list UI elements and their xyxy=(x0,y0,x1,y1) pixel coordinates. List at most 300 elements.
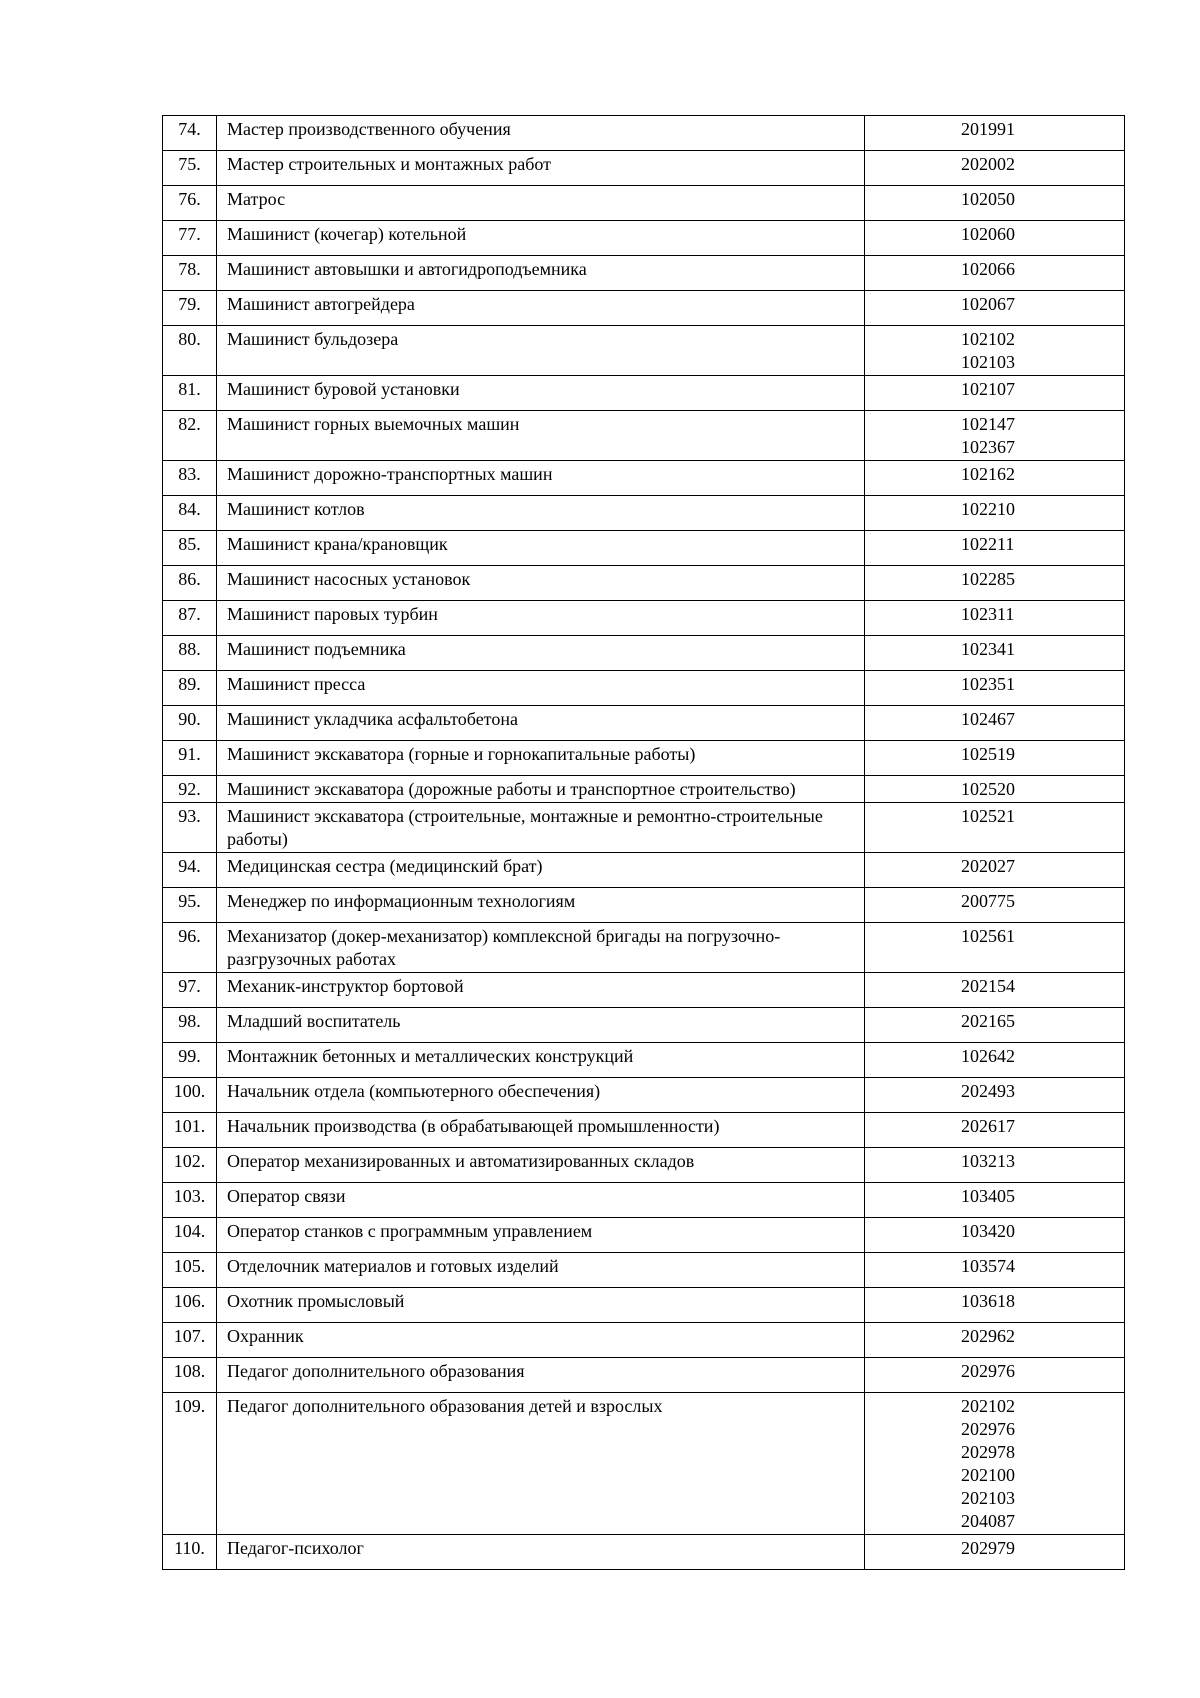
profession-code: 202978 xyxy=(961,1442,1015,1462)
profession-code-cell xyxy=(865,1358,1125,1393)
row-number: 97. xyxy=(178,976,201,996)
profession-code-cell xyxy=(865,151,1125,186)
profession-code-list xyxy=(961,186,1116,220)
profession-code-list xyxy=(961,151,1116,185)
profession-name-cell xyxy=(217,803,865,853)
profession-code: 102351 xyxy=(961,674,1015,694)
profession-name-cell xyxy=(217,1113,865,1148)
table-row xyxy=(163,566,1125,601)
profession-code: 200775 xyxy=(961,891,1015,911)
row-number-cell xyxy=(163,973,217,1008)
table-row xyxy=(163,671,1125,706)
row-number-cell xyxy=(163,1323,217,1358)
table-row xyxy=(163,291,1125,326)
profession-code: 102519 xyxy=(961,744,1015,764)
profession-name: Мастер производственного обучения xyxy=(227,119,511,139)
row-number-cell xyxy=(163,116,217,151)
row-number: 81. xyxy=(178,379,201,399)
profession-name: Мастер строительных и монтажных работ xyxy=(227,154,551,174)
profession-name: Оператор станков с программным управлением xyxy=(227,1221,593,1241)
profession-code: 103420 xyxy=(961,1221,1015,1241)
profession-name-cell xyxy=(217,636,865,671)
table-row xyxy=(163,1535,1125,1570)
table-row xyxy=(163,636,1125,671)
table-row xyxy=(163,116,1125,151)
profession-code: 202103 xyxy=(961,1488,1015,1508)
profession-name: Механик-инструктор бортовой xyxy=(227,976,464,996)
profession-code-cell xyxy=(865,973,1125,1008)
row-number: 99. xyxy=(178,1046,201,1066)
profession-code-list xyxy=(961,1358,1116,1392)
row-number: 82. xyxy=(178,414,201,434)
row-number-cell xyxy=(163,1008,217,1043)
profession-name: Машинист экскаватора (горные и горнокапитальные работы) xyxy=(227,744,696,764)
table-row xyxy=(163,776,1125,803)
profession-code-cell xyxy=(865,1008,1125,1043)
table-row xyxy=(163,326,1125,376)
table-row xyxy=(163,1358,1125,1393)
profession-name-cell xyxy=(217,1008,865,1043)
profession-name: Педагог дополнительного образования детей и взрослых xyxy=(227,1396,663,1416)
profession-code-cell xyxy=(865,1535,1125,1570)
profession-name: Машинист подъемника xyxy=(227,639,406,659)
table-row xyxy=(163,1253,1125,1288)
profession-name-cell xyxy=(217,1393,865,1535)
row-number: 75. xyxy=(178,154,201,174)
row-number-cell xyxy=(163,1288,217,1323)
profession-name-cell xyxy=(217,1043,865,1078)
profession-code: 202617 xyxy=(961,1116,1015,1136)
profession-code: 102050 xyxy=(961,189,1015,209)
profession-code: 103618 xyxy=(961,1291,1015,1311)
row-number: 88. xyxy=(178,639,201,659)
profession-code-list xyxy=(961,1008,1116,1042)
profession-code-cell xyxy=(865,853,1125,888)
row-number: 98. xyxy=(178,1011,201,1031)
profession-code: 202493 xyxy=(961,1081,1015,1101)
row-number: 83. xyxy=(178,464,201,484)
row-number-cell xyxy=(163,531,217,566)
row-number: 94. xyxy=(178,856,201,876)
profession-name: Механизатор (докер-механизатор) комплексной бригады на погрузочно-разгрузочных работах xyxy=(227,926,781,969)
table-row xyxy=(163,1288,1125,1323)
profession-code-cell xyxy=(865,376,1125,411)
profession-code: 102102 xyxy=(961,329,1015,349)
row-number-cell xyxy=(163,1113,217,1148)
profession-code-list xyxy=(961,116,1116,150)
profession-name: Менеджер по информационным технологиям xyxy=(227,891,576,911)
profession-code: 202962 xyxy=(961,1326,1015,1346)
profession-code: 102162 xyxy=(961,464,1015,484)
profession-code-cell xyxy=(865,923,1125,973)
profession-code: 102060 xyxy=(961,224,1015,244)
table-row xyxy=(163,411,1125,461)
table-row xyxy=(163,496,1125,531)
profession-name-cell xyxy=(217,776,865,803)
row-number: 102. xyxy=(173,1151,206,1171)
profession-code: 202002 xyxy=(961,154,1015,174)
row-number: 74. xyxy=(178,119,201,139)
profession-code-list xyxy=(961,741,1116,775)
profession-code-list xyxy=(961,531,1116,565)
profession-name: Машинист экскаватора (дорожные работы и транспортное строительство) xyxy=(227,779,796,799)
profession-code-list xyxy=(961,1288,1116,1322)
profession-code: 102211 xyxy=(961,534,1015,554)
profession-name-cell xyxy=(217,151,865,186)
profession-name: Машинист горных выемочных машин xyxy=(227,414,520,434)
profession-code-cell xyxy=(865,221,1125,256)
profession-code-cell xyxy=(865,636,1125,671)
profession-name-cell xyxy=(217,1218,865,1253)
profession-code: 102521 xyxy=(961,806,1015,826)
profession-code-cell xyxy=(865,291,1125,326)
profession-code: 102467 xyxy=(961,709,1015,729)
row-number-cell xyxy=(163,221,217,256)
profession-code-cell xyxy=(865,116,1125,151)
profession-name-cell xyxy=(217,741,865,776)
profession-name-cell xyxy=(217,566,865,601)
profession-code-list xyxy=(961,888,1116,922)
row-number: 79. xyxy=(178,294,201,314)
row-number-cell xyxy=(163,1218,217,1253)
profession-code-cell xyxy=(865,1113,1125,1148)
profession-name-cell xyxy=(217,1253,865,1288)
profession-code-cell xyxy=(865,1078,1125,1113)
row-number: 109. xyxy=(173,1396,206,1416)
table-row xyxy=(163,853,1125,888)
professions-table-body xyxy=(163,116,1125,1570)
table-row xyxy=(163,888,1125,923)
profession-name-cell xyxy=(217,376,865,411)
profession-code-cell xyxy=(865,1323,1125,1358)
profession-name: Машинист укладчика асфальтобетона xyxy=(227,709,518,729)
row-number-cell xyxy=(163,1043,217,1078)
profession-code-list xyxy=(961,1535,1116,1569)
profession-name-cell xyxy=(217,531,865,566)
profession-name-cell xyxy=(217,853,865,888)
row-number-cell xyxy=(163,256,217,291)
table-row xyxy=(163,151,1125,186)
row-number: 107. xyxy=(173,1326,206,1346)
profession-code: 102561 xyxy=(961,926,1015,946)
row-number-cell xyxy=(163,776,217,803)
profession-code: 202102 xyxy=(961,1396,1015,1416)
profession-name: Оператор связи xyxy=(227,1186,346,1206)
profession-code-list xyxy=(961,1078,1116,1112)
row-number-cell xyxy=(163,671,217,706)
row-number: 96. xyxy=(178,926,201,946)
profession-code: 202027 xyxy=(961,856,1015,876)
row-number: 101. xyxy=(173,1116,206,1136)
row-number-cell xyxy=(163,291,217,326)
row-number-cell xyxy=(163,923,217,973)
profession-name: Охотник промысловый xyxy=(227,1291,405,1311)
profession-code-list xyxy=(961,1148,1116,1182)
profession-name-cell xyxy=(217,1148,865,1183)
profession-code: 103405 xyxy=(961,1186,1015,1206)
row-number-cell xyxy=(163,1393,217,1535)
profession-code-list xyxy=(961,803,1116,829)
profession-code-cell xyxy=(865,671,1125,706)
profession-code-cell xyxy=(865,1288,1125,1323)
table-row xyxy=(163,221,1125,256)
table-row xyxy=(163,1043,1125,1078)
profession-code-list xyxy=(961,566,1116,600)
profession-name-cell xyxy=(217,706,865,741)
table-row xyxy=(163,256,1125,291)
profession-code-list xyxy=(961,326,1116,375)
profession-name-cell xyxy=(217,1183,865,1218)
profession-name: Педагог дополнительного образования xyxy=(227,1361,525,1381)
row-number: 86. xyxy=(178,569,201,589)
row-number: 89. xyxy=(178,674,201,694)
profession-name-cell xyxy=(217,1358,865,1393)
profession-code-list xyxy=(961,601,1116,635)
profession-code: 202976 xyxy=(961,1419,1015,1439)
table-row xyxy=(163,1008,1125,1043)
profession-code-cell xyxy=(865,741,1125,776)
profession-code: 102341 xyxy=(961,639,1015,659)
profession-code: 102210 xyxy=(961,499,1015,519)
profession-code-cell xyxy=(865,1043,1125,1078)
profession-code: 202976 xyxy=(961,1361,1015,1381)
table-row xyxy=(163,1218,1125,1253)
row-number: 106. xyxy=(173,1291,206,1311)
profession-code-cell xyxy=(865,186,1125,221)
profession-name-cell xyxy=(217,326,865,376)
profession-name: Начальник производства (в обрабатывающей промышленности) xyxy=(227,1116,720,1136)
profession-code: 102311 xyxy=(961,604,1015,624)
profession-name: Охранник xyxy=(227,1326,304,1346)
row-number: 110. xyxy=(174,1538,205,1558)
profession-name: Медицинская сестра (медицинский брат) xyxy=(227,856,543,876)
profession-code-cell xyxy=(865,326,1125,376)
profession-name: Начальник отдела (компьютерного обеспечения) xyxy=(227,1081,601,1101)
profession-code-cell xyxy=(865,776,1125,803)
profession-code: 102107 xyxy=(961,379,1015,399)
row-number-cell xyxy=(163,496,217,531)
profession-code-cell xyxy=(865,706,1125,741)
table-row xyxy=(163,973,1125,1008)
profession-code-cell xyxy=(865,1218,1125,1253)
profession-name-cell xyxy=(217,186,865,221)
table-row xyxy=(163,1183,1125,1218)
profession-code: 202100 xyxy=(961,1465,1015,1485)
row-number-cell xyxy=(163,326,217,376)
profession-name: Машинист насосных установок xyxy=(227,569,471,589)
profession-code: 102367 xyxy=(961,437,1015,457)
row-number-cell xyxy=(163,1535,217,1570)
profession-name: Машинист автогрейдера xyxy=(227,294,415,314)
profession-code-cell xyxy=(865,531,1125,566)
profession-code-cell xyxy=(865,496,1125,531)
profession-name-cell xyxy=(217,671,865,706)
profession-name: Матрос xyxy=(227,189,286,209)
profession-name-cell xyxy=(217,116,865,151)
profession-code-cell xyxy=(865,1393,1125,1535)
row-number-cell xyxy=(163,376,217,411)
profession-code: 202154 xyxy=(961,976,1015,996)
profession-code: 102103 xyxy=(961,352,1015,372)
table-row xyxy=(163,706,1125,741)
profession-code-list xyxy=(961,1253,1116,1287)
profession-code: 204087 xyxy=(961,1511,1015,1531)
row-number: 78. xyxy=(178,259,201,279)
table-row xyxy=(163,803,1125,853)
profession-name: Отделочник материалов и готовых изделий xyxy=(227,1256,559,1276)
profession-code-cell xyxy=(865,803,1125,853)
row-number: 85. xyxy=(178,534,201,554)
profession-name: Машинист котлов xyxy=(227,499,365,519)
row-number: 93. xyxy=(178,806,201,826)
profession-name: Машинист экскаватора (строительные, монтажные и ремонтно-строительные работы) xyxy=(227,806,823,849)
row-number-cell xyxy=(163,853,217,888)
row-number-cell xyxy=(163,706,217,741)
row-number-cell xyxy=(163,741,217,776)
row-number-cell xyxy=(163,1183,217,1218)
profession-code-list xyxy=(961,1043,1116,1077)
row-number-cell xyxy=(163,186,217,221)
profession-code: 103213 xyxy=(961,1151,1015,1171)
row-number-cell xyxy=(163,566,217,601)
profession-code-cell xyxy=(865,888,1125,923)
row-number: 104. xyxy=(173,1221,206,1241)
table-row xyxy=(163,376,1125,411)
profession-code-list xyxy=(961,636,1116,670)
profession-code: 102520 xyxy=(961,779,1015,799)
profession-name-cell xyxy=(217,221,865,256)
row-number: 95. xyxy=(178,891,201,911)
row-number: 87. xyxy=(178,604,201,624)
table-row xyxy=(163,1323,1125,1358)
profession-code-list xyxy=(961,1323,1116,1357)
profession-code-list xyxy=(961,1218,1116,1252)
table-row xyxy=(163,1113,1125,1148)
profession-name-cell xyxy=(217,601,865,636)
profession-code-cell xyxy=(865,566,1125,601)
row-number: 77. xyxy=(178,224,201,244)
profession-name: Младший воспитатель xyxy=(227,1011,401,1031)
profession-name: Оператор механизированных и автоматизированных складов xyxy=(227,1151,695,1171)
profession-name: Машинист пресса xyxy=(227,674,366,694)
profession-name: Машинист автовышки и автогидроподъемника xyxy=(227,259,587,279)
table-row xyxy=(163,741,1125,776)
row-number-cell xyxy=(163,636,217,671)
profession-code: 102642 xyxy=(961,1046,1015,1066)
profession-name-cell xyxy=(217,291,865,326)
profession-name-cell xyxy=(217,461,865,496)
row-number: 92. xyxy=(178,779,201,799)
row-number-cell xyxy=(163,151,217,186)
table-row xyxy=(163,1078,1125,1113)
profession-code-list xyxy=(961,671,1116,705)
profession-name-cell xyxy=(217,973,865,1008)
profession-name-cell xyxy=(217,256,865,291)
profession-name: Машинист крана/крановщик xyxy=(227,534,448,554)
profession-code: 103574 xyxy=(961,1256,1015,1276)
profession-code-list xyxy=(961,256,1116,290)
profession-name: Машинист буровой установки xyxy=(227,379,460,399)
profession-code-list xyxy=(961,973,1116,1007)
profession-name-cell xyxy=(217,411,865,461)
profession-name-cell xyxy=(217,496,865,531)
profession-code: 202979 xyxy=(961,1538,1015,1558)
profession-code-list xyxy=(961,1183,1116,1217)
row-number: 84. xyxy=(178,499,201,519)
row-number-cell xyxy=(163,803,217,853)
row-number-cell xyxy=(163,411,217,461)
profession-code: 102066 xyxy=(961,259,1015,279)
profession-name-cell xyxy=(217,888,865,923)
profession-code-cell xyxy=(865,1148,1125,1183)
profession-name-cell xyxy=(217,1078,865,1113)
profession-code-list xyxy=(961,853,1116,887)
profession-code-list xyxy=(961,706,1116,740)
profession-code-list xyxy=(961,496,1116,530)
profession-code: 102147 xyxy=(961,414,1015,434)
profession-name: Машинист дорожно-транспортных машин xyxy=(227,464,553,484)
profession-name-cell xyxy=(217,1288,865,1323)
row-number: 108. xyxy=(173,1361,206,1381)
professions-table xyxy=(162,115,1125,1570)
row-number: 105. xyxy=(173,1256,206,1276)
profession-code: 102285 xyxy=(961,569,1015,589)
profession-code-list xyxy=(961,461,1116,495)
row-number-cell xyxy=(163,1253,217,1288)
row-number: 100. xyxy=(173,1081,206,1101)
profession-code-cell xyxy=(865,411,1125,461)
row-number: 90. xyxy=(178,709,201,729)
profession-name: Монтажник бетонных и металлических конструкций xyxy=(227,1046,634,1066)
profession-code-cell xyxy=(865,1183,1125,1218)
table-row xyxy=(163,923,1125,973)
profession-name: Педагог-психолог xyxy=(227,1538,364,1558)
profession-name: Машинист бульдозера xyxy=(227,329,399,349)
profession-name-cell xyxy=(217,1323,865,1358)
table-row xyxy=(163,1148,1125,1183)
table-row xyxy=(163,1393,1125,1535)
table-row xyxy=(163,531,1125,566)
table-row xyxy=(163,461,1125,496)
profession-name: Машинист (кочегар) котельной xyxy=(227,224,467,244)
row-number-cell xyxy=(163,601,217,636)
profession-code-list xyxy=(961,291,1116,325)
row-number: 103. xyxy=(173,1186,206,1206)
profession-code-list xyxy=(961,376,1116,410)
row-number-cell xyxy=(163,1148,217,1183)
row-number: 91. xyxy=(178,744,201,764)
profession-name-cell xyxy=(217,1535,865,1570)
profession-code-list xyxy=(961,776,1116,802)
profession-code-list xyxy=(961,1113,1116,1147)
profession-name: Машинист паровых турбин xyxy=(227,604,438,624)
profession-code-cell xyxy=(865,461,1125,496)
profession-code: 202165 xyxy=(961,1011,1015,1031)
profession-name-cell xyxy=(217,923,865,973)
profession-code-cell xyxy=(865,256,1125,291)
row-number: 76. xyxy=(178,189,201,209)
row-number: 80. xyxy=(178,329,201,349)
row-number-cell xyxy=(163,1358,217,1393)
table-row xyxy=(163,601,1125,636)
row-number-cell xyxy=(163,461,217,496)
profession-code-list xyxy=(961,221,1116,255)
row-number-cell xyxy=(163,1078,217,1113)
profession-code: 102067 xyxy=(961,294,1015,314)
row-number-cell xyxy=(163,888,217,923)
profession-code: 201991 xyxy=(961,119,1015,139)
profession-code-list xyxy=(961,411,1116,460)
